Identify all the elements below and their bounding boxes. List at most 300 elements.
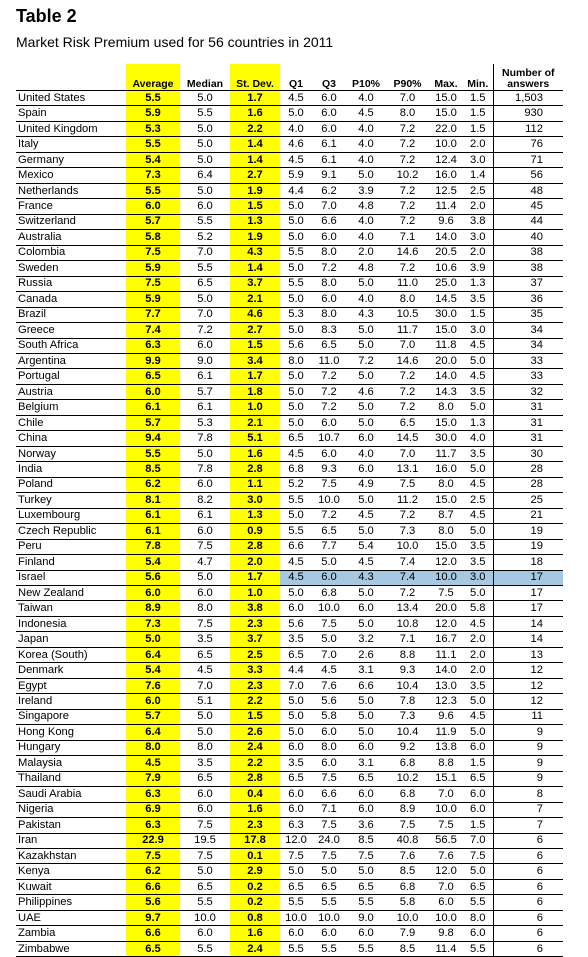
cell-answers: 28 [493, 477, 563, 492]
table-row [16, 879, 563, 894]
cell-max: 11.8 [429, 338, 463, 353]
cell-max: 14.0 [429, 230, 463, 245]
cell-min: 5.0 [463, 694, 493, 709]
cell-st-dev: 1.4 [230, 152, 280, 167]
cell-q3: 7.7 [312, 539, 346, 554]
cell-q3: 5.8 [312, 709, 346, 724]
cell-answers: 34 [493, 323, 563, 338]
cell-p90: 8.5 [386, 864, 429, 879]
cell-country: Hong Kong [16, 725, 126, 740]
cell-max: 10.0 [429, 910, 463, 925]
cell-min: 5.0 [463, 586, 493, 601]
cell-p10: 5.0 [346, 586, 386, 601]
cell-average: 8.1 [126, 493, 180, 508]
header-q1: Q1 [280, 64, 312, 91]
cell-min: 5.8 [463, 601, 493, 616]
cell-q1: 12.0 [280, 833, 312, 848]
cell-answers: 112 [493, 121, 563, 136]
cell-p10: 5.0 [346, 415, 386, 430]
header-p90: P90% [386, 64, 429, 91]
cell-max: 10.0 [429, 570, 463, 585]
table-row [16, 415, 563, 430]
cell-q3: 8.3 [312, 323, 346, 338]
cell-p10: 4.5 [346, 508, 386, 523]
cell-min: 3.0 [463, 152, 493, 167]
cell-q1: 4.5 [280, 91, 312, 106]
cell-country: Saudi Arabia [16, 787, 126, 802]
cell-median: 6.0 [180, 338, 230, 353]
cell-q3: 5.5 [312, 941, 346, 956]
cell-q1: 5.0 [280, 384, 312, 399]
table-row [16, 694, 563, 709]
cell-st-dev: 2.1 [230, 415, 280, 430]
table-row [16, 524, 563, 539]
cell-q1: 4.4 [280, 663, 312, 678]
cell-average: 6.2 [126, 864, 180, 879]
cell-average: 5.4 [126, 152, 180, 167]
cell-st-dev: 1.0 [230, 586, 280, 601]
cell-max: 14.5 [429, 292, 463, 307]
cell-max: 30.0 [429, 307, 463, 322]
cell-st-dev: 0.8 [230, 910, 280, 925]
cell-q3: 7.5 [312, 818, 346, 833]
table-row [16, 261, 563, 276]
cell-country: Poland [16, 477, 126, 492]
cell-st-dev: 2.3 [230, 818, 280, 833]
table-row [16, 462, 563, 477]
cell-median: 7.0 [180, 307, 230, 322]
cell-p10: 4.0 [346, 121, 386, 136]
cell-country: Czech Republic [16, 524, 126, 539]
cell-average: 6.3 [126, 818, 180, 833]
cell-q3: 9.1 [312, 168, 346, 183]
table-row [16, 632, 563, 647]
cell-country: Spain [16, 106, 126, 121]
cell-max: 12.3 [429, 694, 463, 709]
cell-p90: 7.2 [386, 369, 429, 384]
cell-min: 2.0 [463, 663, 493, 678]
table-row [16, 106, 563, 121]
cell-country: Korea (South) [16, 647, 126, 662]
cell-q1: 5.0 [280, 694, 312, 709]
cell-average: 6.0 [126, 586, 180, 601]
cell-q1: 5.0 [280, 261, 312, 276]
cell-q3: 5.0 [312, 555, 346, 570]
cell-average: 5.0 [126, 632, 180, 647]
cell-average: 5.5 [126, 183, 180, 198]
cell-average: 5.6 [126, 570, 180, 585]
cell-answers: 28 [493, 462, 563, 477]
cell-min: 5.0 [463, 400, 493, 415]
cell-q1: 5.0 [280, 214, 312, 229]
cell-country: United Kingdom [16, 121, 126, 136]
cell-q1: 5.2 [280, 477, 312, 492]
cell-q1: 6.6 [280, 539, 312, 554]
cell-answers: 14 [493, 616, 563, 631]
cell-median: 5.0 [180, 570, 230, 585]
cell-answers: 1,503 [493, 91, 563, 106]
cell-max: 15.0 [429, 415, 463, 430]
cell-answers: 44 [493, 214, 563, 229]
cell-p10: 5.0 [346, 493, 386, 508]
cell-answers: 19 [493, 539, 563, 554]
cell-median: 5.0 [180, 137, 230, 152]
cell-median: 7.5 [180, 539, 230, 554]
cell-answers: 21 [493, 508, 563, 523]
cell-max: 7.0 [429, 787, 463, 802]
cell-median: 4.7 [180, 555, 230, 570]
cell-p10: 4.0 [346, 152, 386, 167]
cell-average: 6.0 [126, 384, 180, 399]
cell-st-dev: 1.6 [230, 926, 280, 941]
cell-q1: 4.5 [280, 555, 312, 570]
cell-st-dev: 1.7 [230, 91, 280, 106]
cell-average: 5.5 [126, 137, 180, 152]
cell-p90: 10.0 [386, 910, 429, 925]
cell-country: Germany [16, 152, 126, 167]
cell-country: Sweden [16, 261, 126, 276]
cell-country: New Zealand [16, 586, 126, 601]
cell-p10: 5.0 [346, 709, 386, 724]
table-row [16, 493, 563, 508]
cell-q3: 7.5 [312, 771, 346, 786]
cell-average: 8.5 [126, 462, 180, 477]
cell-p10: 5.4 [346, 539, 386, 554]
cell-max: 15.0 [429, 91, 463, 106]
cell-p10: 5.0 [346, 168, 386, 183]
cell-p10: 4.3 [346, 307, 386, 322]
cell-p10: 4.0 [346, 230, 386, 245]
cell-min: 1.4 [463, 168, 493, 183]
cell-q3: 6.0 [312, 756, 346, 771]
cell-p90: 10.0 [386, 539, 429, 554]
cell-p90: 8.9 [386, 802, 429, 817]
cell-q3: 7.2 [312, 400, 346, 415]
cell-q1: 4.6 [280, 137, 312, 152]
table-row [16, 740, 563, 755]
cell-average: 5.9 [126, 292, 180, 307]
cell-average: 6.4 [126, 725, 180, 740]
cell-min: 2.0 [463, 199, 493, 214]
cell-average: 6.9 [126, 802, 180, 817]
cell-p90: 7.2 [386, 121, 429, 136]
cell-answers: 7 [493, 802, 563, 817]
cell-q3: 6.6 [312, 787, 346, 802]
cell-min: 1.5 [463, 121, 493, 136]
table-row [16, 230, 563, 245]
cell-median: 7.5 [180, 818, 230, 833]
cell-answers: 17 [493, 586, 563, 601]
table-row [16, 183, 563, 198]
cell-max: 15.0 [429, 493, 463, 508]
cell-average: 5.4 [126, 663, 180, 678]
cell-average: 5.7 [126, 214, 180, 229]
cell-median: 6.5 [180, 276, 230, 291]
cell-average: 6.4 [126, 647, 180, 662]
cell-st-dev: 1.7 [230, 570, 280, 585]
cell-q3: 7.0 [312, 647, 346, 662]
cell-median: 5.5 [180, 895, 230, 910]
cell-q1: 5.6 [280, 338, 312, 353]
cell-q1: 7.5 [280, 848, 312, 863]
cell-median: 5.0 [180, 121, 230, 136]
cell-max: 13.8 [429, 740, 463, 755]
cell-st-dev: 2.2 [230, 121, 280, 136]
cell-answers: 38 [493, 261, 563, 276]
cell-p90: 7.2 [386, 137, 429, 152]
cell-min: 1.5 [463, 818, 493, 833]
header-row [16, 64, 563, 91]
table-row [16, 431, 563, 446]
cell-p10: 6.0 [346, 431, 386, 446]
cell-p90: 7.2 [386, 183, 429, 198]
cell-answers: 9 [493, 740, 563, 755]
table-row [16, 864, 563, 879]
cell-average: 7.5 [126, 276, 180, 291]
cell-min: 4.0 [463, 431, 493, 446]
cell-p90: 11.0 [386, 276, 429, 291]
cell-max: 25.0 [429, 276, 463, 291]
cell-average: 7.3 [126, 616, 180, 631]
cell-p10: 5.0 [346, 400, 386, 415]
cell-p90: 7.4 [386, 555, 429, 570]
cell-p10: 5.0 [346, 616, 386, 631]
cell-max: 12.0 [429, 616, 463, 631]
cell-answers: 930 [493, 106, 563, 121]
table-row [16, 508, 563, 523]
cell-st-dev: 2.9 [230, 864, 280, 879]
cell-min: 1.5 [463, 106, 493, 121]
table-row [16, 616, 563, 631]
cell-average: 6.1 [126, 524, 180, 539]
cell-country: Australia [16, 230, 126, 245]
cell-min: 4.5 [463, 477, 493, 492]
cell-q1: 5.0 [280, 230, 312, 245]
cell-st-dev: 1.3 [230, 508, 280, 523]
cell-st-dev: 2.4 [230, 941, 280, 956]
cell-answers: 76 [493, 137, 563, 152]
cell-median: 6.0 [180, 586, 230, 601]
cell-average: 6.0 [126, 199, 180, 214]
cell-p90: 7.2 [386, 400, 429, 415]
cell-q1: 6.5 [280, 879, 312, 894]
table-row [16, 199, 563, 214]
cell-p10: 6.0 [346, 462, 386, 477]
cell-min: 7.0 [463, 833, 493, 848]
cell-max: 16.0 [429, 168, 463, 183]
cell-average: 6.6 [126, 879, 180, 894]
table-row [16, 555, 563, 570]
cell-q3: 9.3 [312, 462, 346, 477]
cell-p90: 7.0 [386, 446, 429, 461]
cell-max: 6.0 [429, 895, 463, 910]
header-st-dev: St. Dev. [230, 64, 280, 91]
cell-min: 6.0 [463, 926, 493, 941]
table-row [16, 787, 563, 802]
cell-country: Colombia [16, 245, 126, 260]
cell-answers: 33 [493, 353, 563, 368]
table-row [16, 926, 563, 941]
cell-country: Turkey [16, 493, 126, 508]
cell-q3: 6.0 [312, 725, 346, 740]
table-row [16, 307, 563, 322]
cell-answers: 12 [493, 694, 563, 709]
cell-min: 3.5 [463, 384, 493, 399]
cell-max: 10.0 [429, 802, 463, 817]
cell-country: Greece [16, 323, 126, 338]
cell-country: Brazil [16, 307, 126, 322]
cell-country: France [16, 199, 126, 214]
cell-median: 5.5 [180, 941, 230, 956]
cell-answers: 17 [493, 570, 563, 585]
cell-max: 13.0 [429, 678, 463, 693]
table-row [16, 245, 563, 260]
cell-answers: 9 [493, 756, 563, 771]
cell-p10: 5.5 [346, 895, 386, 910]
table-title: Table 2 [16, 6, 77, 26]
cell-q1: 6.5 [280, 771, 312, 786]
cell-answers: 6 [493, 941, 563, 956]
cell-p10: 4.5 [346, 106, 386, 121]
cell-average: 9.9 [126, 353, 180, 368]
cell-answers: 40 [493, 230, 563, 245]
cell-p10: 4.0 [346, 214, 386, 229]
table-row [16, 292, 563, 307]
table-row [16, 91, 563, 106]
cell-min: 5.5 [463, 941, 493, 956]
cell-min: 6.5 [463, 879, 493, 894]
cell-country: Taiwan [16, 601, 126, 616]
cell-p10: 5.0 [346, 276, 386, 291]
cell-answers: 71 [493, 152, 563, 167]
cell-st-dev: 1.9 [230, 183, 280, 198]
cell-country: China [16, 431, 126, 446]
cell-country: Zimbabwe [16, 941, 126, 956]
cell-q3: 6.8 [312, 586, 346, 601]
cell-min: 2.0 [463, 245, 493, 260]
cell-average: 5.7 [126, 415, 180, 430]
cell-q3: 8.0 [312, 245, 346, 260]
cell-q3: 6.6 [312, 214, 346, 229]
cell-max: 14.0 [429, 663, 463, 678]
cell-median: 5.0 [180, 446, 230, 461]
cell-st-dev: 1.4 [230, 261, 280, 276]
cell-p10: 4.6 [346, 384, 386, 399]
cell-q3: 7.2 [312, 369, 346, 384]
cell-min: 5.0 [463, 864, 493, 879]
cell-st-dev: 1.5 [230, 338, 280, 353]
cell-p90: 13.1 [386, 462, 429, 477]
cell-q3: 5.0 [312, 864, 346, 879]
cell-st-dev: 3.0 [230, 493, 280, 508]
cell-st-dev: 2.8 [230, 462, 280, 477]
cell-max: 7.6 [429, 848, 463, 863]
cell-answers: 31 [493, 400, 563, 415]
cell-answers: 11 [493, 709, 563, 724]
cell-country: Belgium [16, 400, 126, 415]
cell-country: UAE [16, 910, 126, 925]
cell-answers: 9 [493, 725, 563, 740]
cell-p90: 7.8 [386, 694, 429, 709]
cell-min: 1.5 [463, 756, 493, 771]
cell-min: 8.0 [463, 910, 493, 925]
table-body [16, 91, 563, 957]
cell-q1: 5.0 [280, 508, 312, 523]
table-row [16, 477, 563, 492]
cell-st-dev: 2.8 [230, 771, 280, 786]
cell-country: Philippines [16, 895, 126, 910]
cell-q3: 6.0 [312, 292, 346, 307]
cell-answers: 6 [493, 848, 563, 863]
cell-q1: 4.4 [280, 183, 312, 198]
cell-country: Argentina [16, 353, 126, 368]
cell-q1: 5.0 [280, 415, 312, 430]
cell-answers: 6 [493, 864, 563, 879]
cell-st-dev: 2.1 [230, 292, 280, 307]
cell-max: 14.3 [429, 384, 463, 399]
cell-q1: 5.9 [280, 168, 312, 183]
cell-max: 7.5 [429, 586, 463, 601]
cell-st-dev: 3.7 [230, 632, 280, 647]
cell-country: Malaysia [16, 756, 126, 771]
cell-min: 4.5 [463, 616, 493, 631]
cell-max: 8.0 [429, 400, 463, 415]
header-p10: P10% [346, 64, 386, 91]
cell-min: 3.5 [463, 555, 493, 570]
cell-q3: 6.1 [312, 152, 346, 167]
cell-p90: 7.9 [386, 926, 429, 941]
cell-min: 5.0 [463, 353, 493, 368]
table-row [16, 276, 563, 291]
cell-q3: 7.5 [312, 848, 346, 863]
cell-max: 7.0 [429, 879, 463, 894]
cell-q1: 7.0 [280, 678, 312, 693]
cell-p10: 6.0 [346, 740, 386, 755]
cell-st-dev: 17.8 [230, 833, 280, 848]
cell-q1: 5.0 [280, 400, 312, 415]
cell-st-dev: 0.4 [230, 787, 280, 802]
cell-average: 5.5 [126, 91, 180, 106]
cell-q1: 5.0 [280, 199, 312, 214]
cell-p90: 7.2 [386, 384, 429, 399]
cell-max: 9.6 [429, 709, 463, 724]
cell-st-dev: 1.5 [230, 199, 280, 214]
cell-p90: 14.6 [386, 353, 429, 368]
cell-average: 9.4 [126, 431, 180, 446]
cell-q3: 6.0 [312, 121, 346, 136]
cell-st-dev: 2.0 [230, 555, 280, 570]
cell-average: 8.9 [126, 601, 180, 616]
cell-q1: 6.0 [280, 740, 312, 755]
cell-median: 6.0 [180, 802, 230, 817]
cell-p10: 4.0 [346, 91, 386, 106]
cell-max: 9.8 [429, 926, 463, 941]
table-row [16, 678, 563, 693]
cell-p10: 4.9 [346, 477, 386, 492]
cell-answers: 35 [493, 307, 563, 322]
cell-q3: 4.5 [312, 663, 346, 678]
cell-q1: 5.0 [280, 586, 312, 601]
cell-median: 4.5 [180, 663, 230, 678]
cell-st-dev: 4.6 [230, 307, 280, 322]
cell-p90: 7.1 [386, 230, 429, 245]
cell-min: 6.0 [463, 802, 493, 817]
table-row [16, 941, 563, 956]
cell-p10: 4.3 [346, 570, 386, 585]
cell-country: Thailand [16, 771, 126, 786]
cell-st-dev: 1.6 [230, 106, 280, 121]
cell-country: Israel [16, 570, 126, 585]
